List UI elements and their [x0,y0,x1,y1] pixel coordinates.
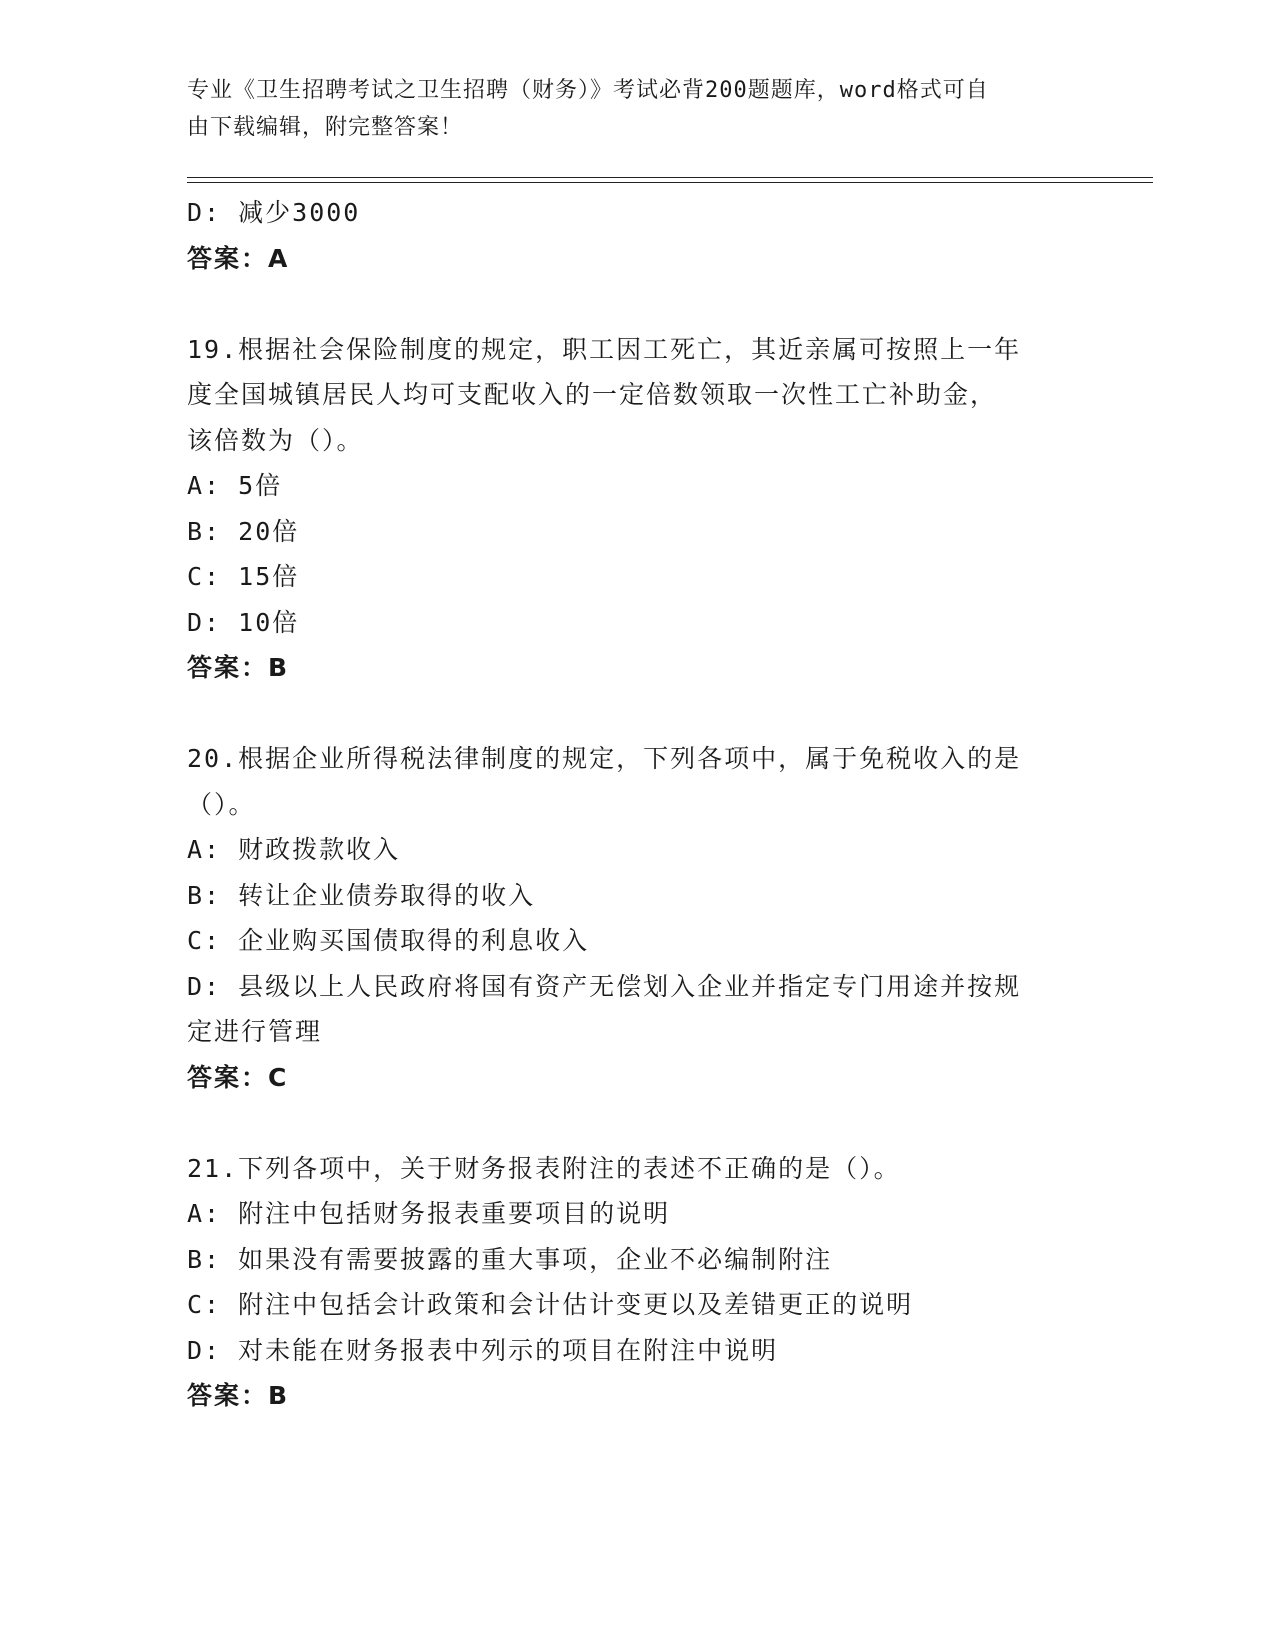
option-c: C: 附注中包括会计政策和会计估计变更以及差错更正的说明 [187,1290,914,1319]
header-rule-top [187,177,1153,178]
option-b: B: 如果没有需要披露的重大事项，企业不必编制附注 [187,1244,833,1274]
question-content [187,190,1087,1419]
option-c: C: 15倍 [187,562,300,591]
question-20 [187,736,1087,1100]
option-d: D: 县级以上人民政府将国有资产无偿划入企业并指定专门用途并按规 [187,971,1022,1001]
question-stem-line: 21.下列各项中，关于财务报表附注的表述不正确的是（）。 [187,1153,901,1183]
answer-line: 答案：B [187,653,290,682]
question-21 [187,1146,1087,1419]
spacer [187,691,1087,737]
option-b: B: 20倍 [187,516,300,546]
question-stem-line: 19.根据社会保险制度的规定，职工因工死亡，其近亲属可按照上一年 [187,334,1022,364]
question-stem-line: 度全国城镇居民人均可支配收入的一定倍数领取一次性工亡补助金， [187,380,998,409]
option-d-continued: 定进行管理 [187,1017,323,1046]
answer-line: 答案：A [187,243,290,273]
option-a: A: 附注中包括财务报表重要项目的说明 [187,1199,671,1228]
page-header [187,72,1067,146]
option-c: C: 企业购买国债取得的利息收入 [187,926,590,955]
header-line-1: 专业《卫生招聘考试之卫生招聘（财务）》考试必背200题题库，word格式可自 [187,78,989,103]
question-19 [187,327,1087,691]
answer-line: 答案：C [187,1062,289,1092]
option-d: D: 10倍 [187,607,300,637]
answer-line: 答案：B [187,1381,290,1410]
option-b: B: 转让企业债券取得的收入 [187,880,536,910]
option-d: D: 减少3000 [187,198,361,227]
question-stem-line: 20.根据企业所得税法律制度的规定，下列各项中，属于免税收入的是 [187,744,1022,773]
option-a: A: 5倍 [187,471,283,500]
spacer [187,1100,1087,1146]
header-line-2: 由下载编辑，附完整答案！ [187,115,464,140]
header-rule-bottom [187,182,1153,183]
option-d: D: 对未能在财务报表中列示的项目在附注中说明 [187,1335,779,1365]
spacer [187,281,1087,327]
question-stem-line: 该倍数为（）。 [187,425,364,455]
option-a: A: 财政拨款收入 [187,835,401,864]
question-stem-line: （）。 [187,789,256,819]
previous-question-tail [187,190,1087,281]
